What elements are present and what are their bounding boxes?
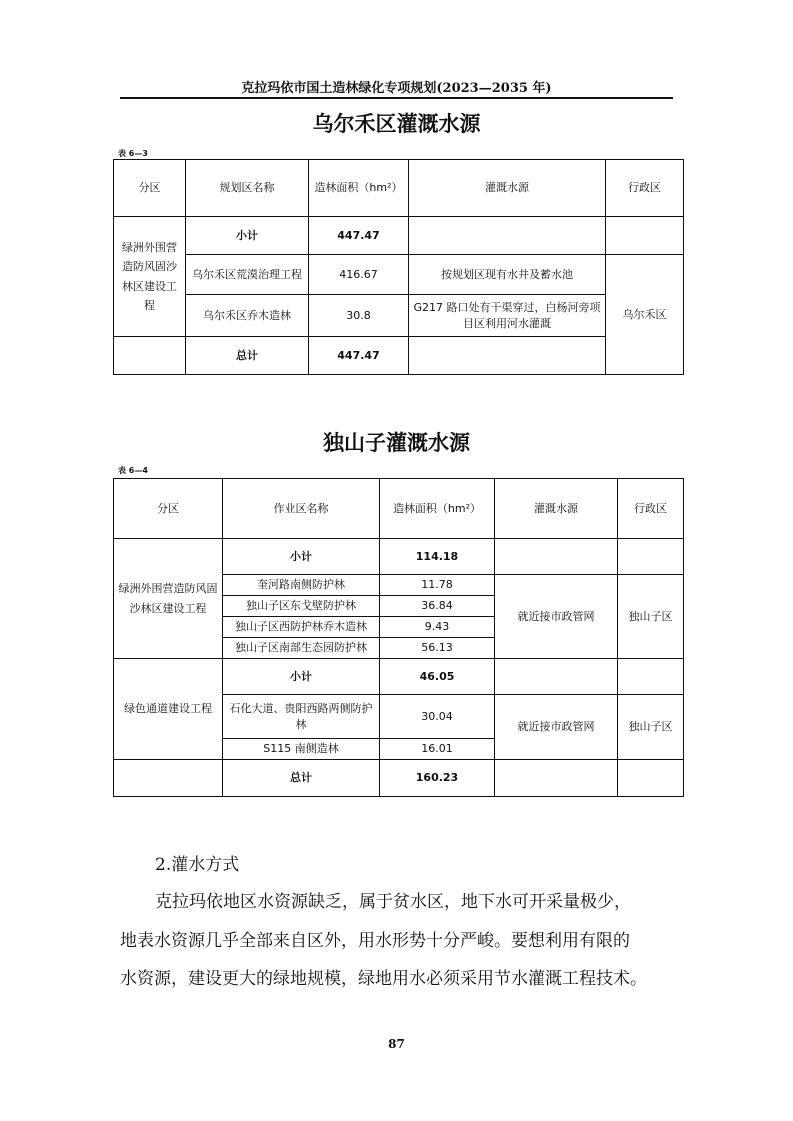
subtotal-area: 114.18 <box>380 539 495 575</box>
table-header-row <box>114 160 684 217</box>
source-cell: G217 路口处有干渠穿过，白杨河旁项目区利用河水灌溉 <box>409 295 606 337</box>
area-cell: 36.84 <box>380 596 495 617</box>
plan-name-cell: 乌尔禾区荒漠治理工程 <box>186 255 309 295</box>
irrigation-table-urho <box>113 159 684 375</box>
column-header: 造林面积（hm²） <box>380 479 495 539</box>
subtotal-area: 447.47 <box>309 217 409 255</box>
total-row <box>114 337 684 375</box>
body-heading: 2.灌水方式 <box>155 855 240 875</box>
work-area-name: S115 南侧造林 <box>223 739 380 760</box>
work-area-name: 石化大道、贵阳西路两侧防护林 <box>223 695 380 739</box>
table-row <box>114 217 684 255</box>
source-cell <box>409 217 606 255</box>
zone-cell: 绿洲外围营造防风固沙林区建设工程 <box>114 217 186 337</box>
column-header: 灌溉水源 <box>409 160 606 217</box>
column-header: 作业区名称 <box>223 479 380 539</box>
total-area: 160.23 <box>380 760 495 797</box>
section1-title: 乌尔禾区灌溉水源 <box>312 112 481 136</box>
total-row <box>114 760 684 797</box>
region-cell: 独山子区 <box>618 575 684 659</box>
area-cell: 9.43 <box>380 617 495 638</box>
source-cell: 按规划区现有水井及蓄水池 <box>409 255 606 295</box>
paragraph-line: 地表水资源几乎全部来自区外，用水形势十分严峻。要想利用有限的 <box>120 931 630 951</box>
section2-table-label: 表 6—4 <box>118 466 148 475</box>
table-row <box>114 659 684 695</box>
paragraph-line: 克拉玛依地区水资源缺乏，属于贫水区，地下水可开采量极少， <box>155 892 631 912</box>
irrigation-table-dushanzi <box>113 478 684 797</box>
area-cell: 11.78 <box>380 575 495 596</box>
column-header: 行政区 <box>618 479 684 539</box>
table-row <box>114 255 684 295</box>
zone-cell: 绿洲外围营造防风固沙林区建设工程 <box>114 539 223 659</box>
table-row <box>114 539 684 575</box>
table-row <box>114 295 684 337</box>
region-cell: 独山子区 <box>618 695 684 760</box>
total-area: 447.47 <box>309 337 409 375</box>
subtotal-label: 小计 <box>186 217 309 255</box>
column-header: 规划区名称 <box>186 160 309 217</box>
column-header: 分区 <box>114 160 186 217</box>
region-cell <box>606 217 684 255</box>
work-area-name: 独山子区南部生态园防护林 <box>223 638 380 659</box>
column-header: 分区 <box>114 479 223 539</box>
area-cell: 30.8 <box>309 295 409 337</box>
subtotal-label: 小计 <box>223 539 380 575</box>
document-header-title: 克拉玛依市国土造林绿化专项规划(2023—2035 年) <box>241 81 552 96</box>
column-header: 造林面积（hm²） <box>309 160 409 217</box>
total-label: 总计 <box>223 760 380 797</box>
work-area-name: 独山子区东戈壁防护林 <box>223 596 380 617</box>
work-area-name: 独山子区西防护林乔木造林 <box>223 617 380 638</box>
page-number: 87 <box>388 1037 405 1051</box>
plan-name-cell: 乌尔禾区乔木造林 <box>186 295 309 337</box>
area-cell: 56.13 <box>380 638 495 659</box>
subtotal-area: 46.05 <box>380 659 495 695</box>
area-cell: 416.67 <box>309 255 409 295</box>
zone-cell: 绿色通道建设工程 <box>114 659 223 760</box>
area-cell: 16.01 <box>380 739 495 760</box>
header-rule <box>120 97 673 99</box>
column-header: 行政区 <box>606 160 684 217</box>
section2-title: 独山子灌溉水源 <box>323 431 470 455</box>
area-cell: 30.04 <box>380 695 495 739</box>
table-header-row <box>114 479 684 539</box>
subtotal-label: 小计 <box>223 659 380 695</box>
column-header: 灌溉水源 <box>495 479 618 539</box>
work-area-name: 奎河路南侧防护林 <box>223 575 380 596</box>
paragraph-line: 水资源，建设更大的绿地规模，绿地用水必须采用节水灌溉工程技术。 <box>120 969 647 989</box>
source-cell: 就近接市政管网 <box>495 575 618 659</box>
source-cell: 就近接市政管网 <box>495 695 618 760</box>
total-label: 总计 <box>186 337 309 375</box>
region-cell: 乌尔禾区 <box>606 255 684 375</box>
section1-table-label: 表 6—3 <box>118 149 148 158</box>
